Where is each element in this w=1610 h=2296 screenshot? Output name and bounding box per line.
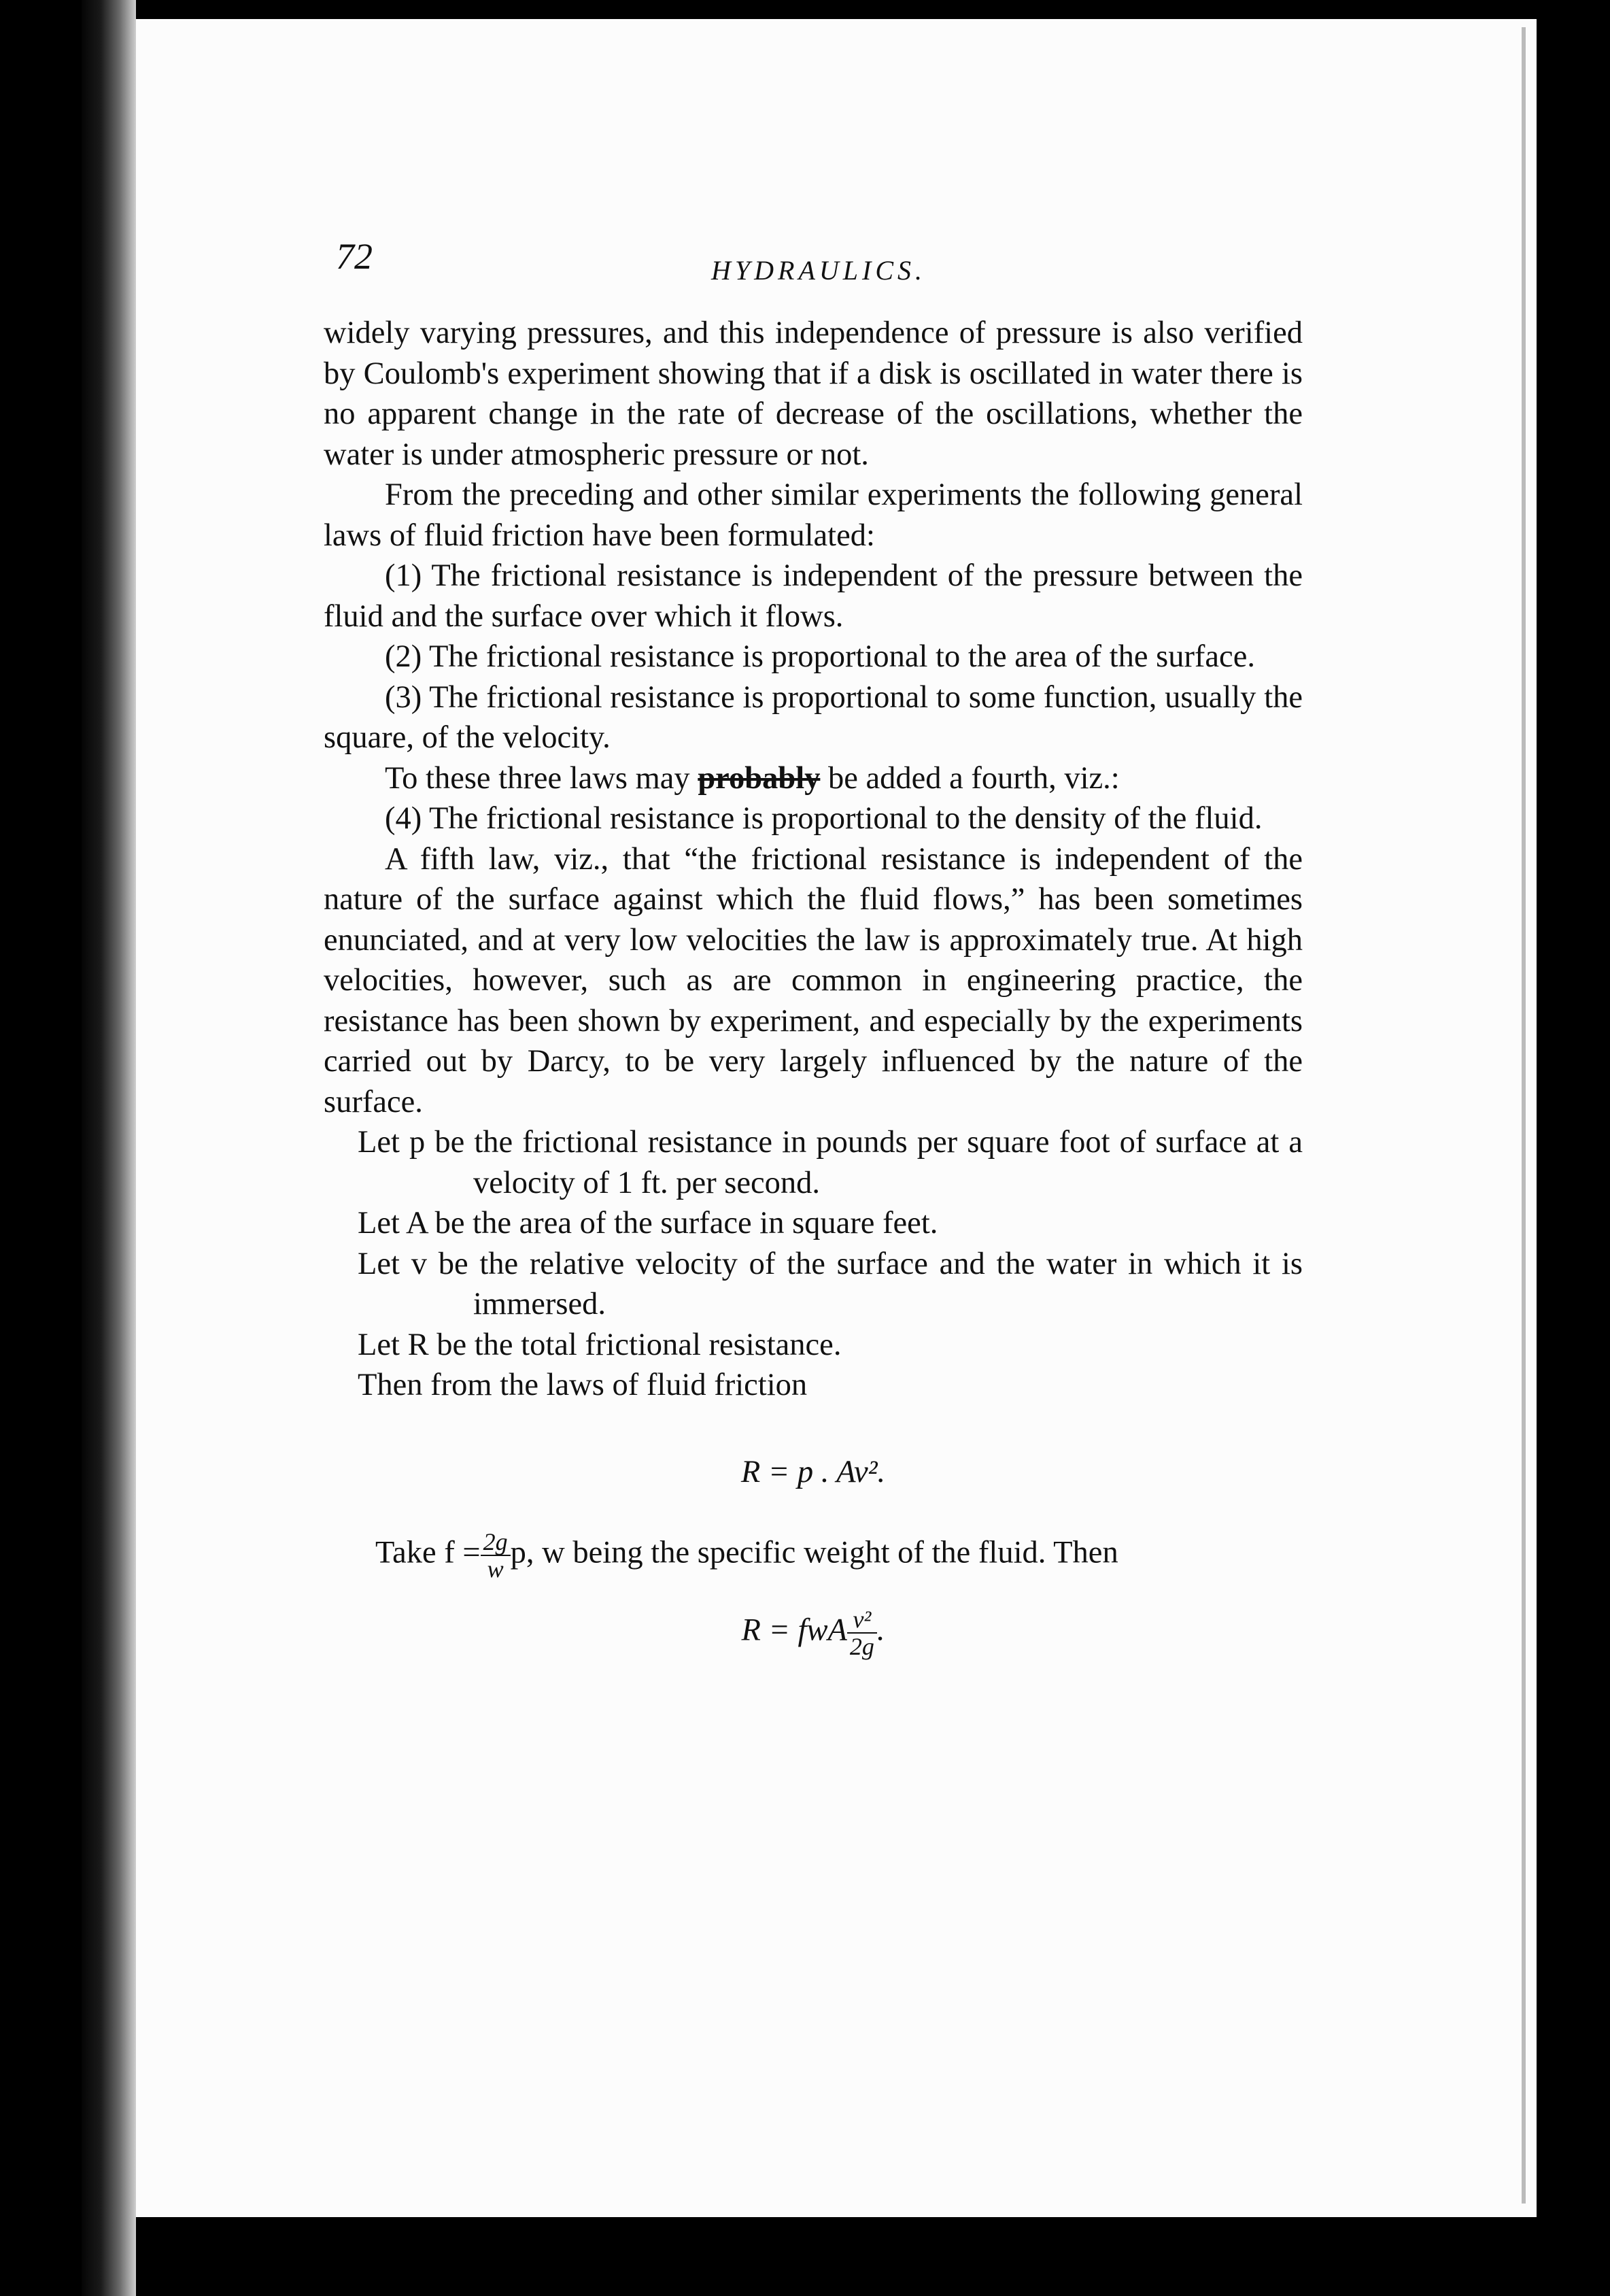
definition-p: Let p be the frictional resistance in pounds per square foot of surface at a velocity of 1 ft. per second. [358, 1125, 1303, 1200]
page-number: 72 [336, 236, 373, 277]
equation-2-lhs: R = fwA [741, 1613, 847, 1648]
paragraph-3-start: To these three laws may [385, 760, 690, 796]
take-suffix: p, w being the specific weight of the fluid. Then [510, 1535, 1118, 1570]
law-4: (4) The frictional resistance is proportional to the density of the fluid. [385, 801, 1263, 836]
equation-2 [324, 1606, 1303, 1659]
fraction-numerator: v² [847, 1606, 877, 1634]
paragraph-3 [324, 758, 1303, 799]
paragraph-4: A fifth law, viz., that “the frictional resistance is independent of the nature of the surface against which the fluid flows,” has been sometimes enunciated, and at very low velocities the law is approximately true. At high velocities, however, such as are common in engineering practice, the resistance has been shown by experiment, and especially by the experiments carried out by Darcy, to be very largely influenced by the nature of the surface. [324, 841, 1303, 1119]
then-line: Then from the laws of fluid friction [358, 1368, 808, 1402]
fraction-v2-over-2g [847, 1606, 877, 1659]
fraction-denominator: 2g [849, 1633, 874, 1660]
fraction-denominator: w [487, 1555, 504, 1583]
struck-word: probably [698, 760, 821, 796]
definition-r: Let R be the total frictional resistance. [358, 1327, 842, 1362]
equation-2-end: . [876, 1613, 885, 1648]
law-1: (1) The frictional resistance is independent of the pressure between the fluid and the surface over which it flows. [324, 558, 1303, 634]
paragraph-2: From the preceding and other similar experiments the following general laws of fluid friction have been formulated: [324, 477, 1303, 553]
page-edge [1522, 27, 1526, 2204]
definition-v: Let v be the relative velocity of the surface and the water in which it is immersed. [358, 1246, 1303, 1321]
law-2: (2) The frictional resistance is proportional to the area of the surface. [385, 639, 1255, 674]
book-spine-shadow [82, 0, 136, 2296]
fraction-numerator: 2g [481, 1529, 511, 1556]
take-prefix: Take f = [375, 1535, 481, 1570]
running-title: HYDRAULICS. [711, 255, 927, 286]
equation-1: R = p . Av². [740, 1454, 886, 1489]
fraction-2g-over-w [481, 1529, 511, 1582]
paragraph-1: widely varying pressures, and this independence of pressure is also verified by Coulomb's experiment showing that if a disk is oscillated in water there is no apparent change in the rate of decrease of the oscillations, whether the water is under atmospheric pressure or not. [324, 316, 1303, 472]
take-line [324, 1529, 1303, 1582]
body-text [324, 313, 1303, 1659]
definition-a: Let A be the area of the surface in square feet. [358, 1206, 938, 1240]
paragraph-3-end: be added a fourth, viz.: [828, 760, 1120, 796]
law-3: (3) The frictional resistance is proportional to some function, usually the square, of the velocity. [324, 679, 1303, 755]
